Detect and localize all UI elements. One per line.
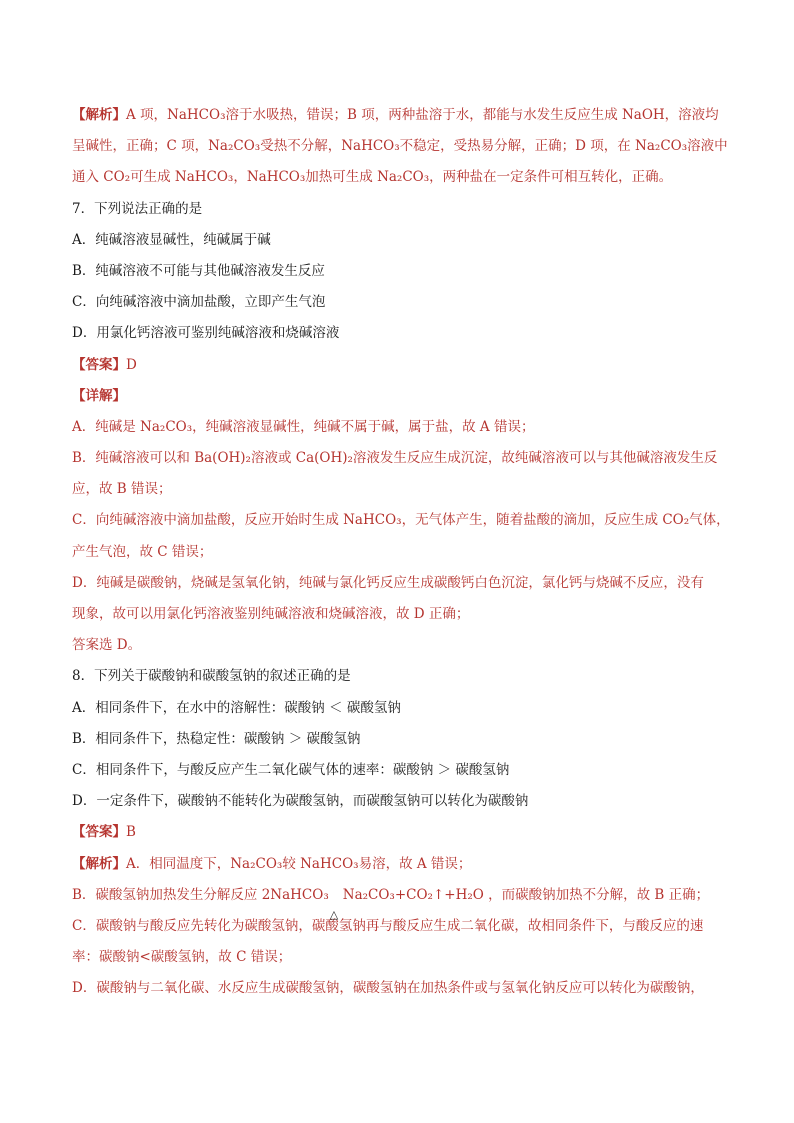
text-line (72, 755, 732, 786)
text-run: 现象，故可以用氯化钙溶液鉴别纯碱溶液和烧碱溶液，故 D 正确； (72, 606, 470, 622)
text-line (72, 817, 732, 848)
text-line (72, 537, 732, 568)
text-run: C．向纯碱溶液中滴加盐酸，立即产生气泡 (72, 294, 326, 311)
text-run: A 项，NaHCO₃溶于水吸热，错误；B 项，两种盐溶于水，都能与水发生反应生成 NaOH，溶液均 (126, 107, 719, 123)
text-run: 呈碱性，正确；C 项，Na₂CO₃受热不分解，NaHCO₃不稳定，受热易分解，正确；D 项，在 Na₂CO₃溶液中 (72, 138, 728, 155)
text-run: D (126, 356, 137, 373)
text-run: B．纯碱溶液可以和 Ba(OH)₂溶液或 Ca(OH)₂溶液发生反应生成沉淀，故纯碱溶液可以与其他碱溶液发生反 (72, 450, 718, 467)
text-run: A．相同条件下，在水中的溶解性：碳酸钠 ＜ 碳酸氢钠 (72, 699, 401, 716)
delta-symbol: △ (329, 907, 339, 921)
text-run: A．纯碱溶液显碱性，纯碱属于碱 (72, 231, 271, 248)
text-line (72, 474, 732, 505)
text-run: C．碳酸钠与酸反应先转化为碳酸氢钠，碳酸氢钠再与酸反应生成二氧化碳，故相同条件下，与酸反应的速 (72, 917, 704, 934)
text-line (72, 973, 732, 1004)
text-line (72, 661, 732, 692)
text-line (72, 318, 732, 349)
text-line (72, 350, 732, 381)
text-line (72, 225, 732, 256)
text-line (72, 907, 732, 942)
text-line (72, 599, 732, 630)
text-line (72, 131, 732, 162)
text-line (72, 724, 732, 755)
text-run: 产生气泡，故 C 错误； (72, 543, 213, 560)
text-run: 率：碳酸钠<碳酸氢钠，故 C 错误； (72, 949, 292, 966)
text-run: D．用氯化钙溶液可鉴别纯碱溶液和烧碱溶液 (72, 325, 340, 342)
text-line (72, 693, 732, 724)
text-line (72, 287, 732, 318)
text-run: D．纯碱是碳酸钠，烧碱是氢氧化钠，纯碱与氯化钙反应生成碳酸钙白色沉淀，氯化钙与烧碱不反应，没有 (72, 574, 704, 591)
text-run: B．相同条件下，热稳定性：碳酸钠 ＞ 碳酸氢钠 (72, 730, 361, 747)
text-run: 答案选 D。 (72, 637, 142, 654)
text-run: B．碳酸氢钠加热发生分解反应 2NaHCO₃ (72, 886, 329, 903)
text-line (72, 256, 732, 287)
text-line (72, 786, 732, 817)
text-run: 7．下列说法正确的是 (72, 200, 203, 217)
text-run: 8．下列关于碳酸钠和碳酸氢钠的叙述正确的是 (72, 668, 351, 685)
text-run: A．纯碱是 Na₂CO₃，纯碱溶液显碱性，纯碱不属于碱，属于盐，故 A 错误； (72, 418, 535, 435)
text-line (72, 568, 732, 599)
text-run: B (126, 824, 136, 841)
section-tag: 【详解】 (72, 387, 126, 404)
text-line (72, 162, 732, 193)
text-line (72, 412, 732, 443)
text-line (72, 942, 732, 973)
text-run: C．向纯碱溶液中滴加盐酸，反应开始时生成 NaHCO₃，无气体产生，随着盐酸的滴加，反应生成 CO₂气体， (72, 512, 730, 529)
text-run: 通入 CO₂可生成 NaHCO₃，NaHCO₃加热可生成 Na₂CO₃，两种盐在一定条件可相互转化，正确。 (72, 169, 673, 186)
text-line (72, 630, 732, 661)
text-line (72, 443, 732, 474)
section-tag: 【解析】 (72, 107, 126, 123)
section-tag: 【解析】 (72, 855, 126, 872)
text-line (72, 100, 732, 131)
text-run: A．相同温度下，Na₂CO₃较 NaHCO₃易溶，故 A 错误； (126, 855, 472, 872)
text-run: 应，故 B 错误； (72, 481, 172, 498)
text-run: D．碳酸钠与二氧化碳、水反应生成碳酸氢钠，碳酸氢钠在加热条件或与氢氧化钠反应可以转化为碳酸钠， (72, 980, 704, 997)
text-line (72, 381, 732, 412)
text-run: D．一定条件下，碳酸钠不能转化为碳酸氢钠，而碳酸氢钠可以转化为碳酸钠 (72, 793, 529, 810)
text-run: C．相同条件下，与酸反应产生二氧化碳气体的速率：碳酸钠 ＞ 碳酸氢钠 (72, 761, 510, 778)
section-tag: 【答案】 (72, 824, 126, 841)
text-line (72, 505, 732, 536)
document-body (72, 100, 732, 1004)
text-line (72, 880, 732, 921)
text-line (72, 849, 732, 880)
text-run: Na₂CO₃+CO₂↑+H₂O ，而碳酸钠加热不分解，故 B 正确； (342, 886, 710, 903)
section-tag: 【答案】 (72, 356, 126, 373)
text-line (72, 194, 732, 225)
text-run: B．纯碱溶液不可能与其他碱溶液发生反应 (72, 262, 325, 279)
